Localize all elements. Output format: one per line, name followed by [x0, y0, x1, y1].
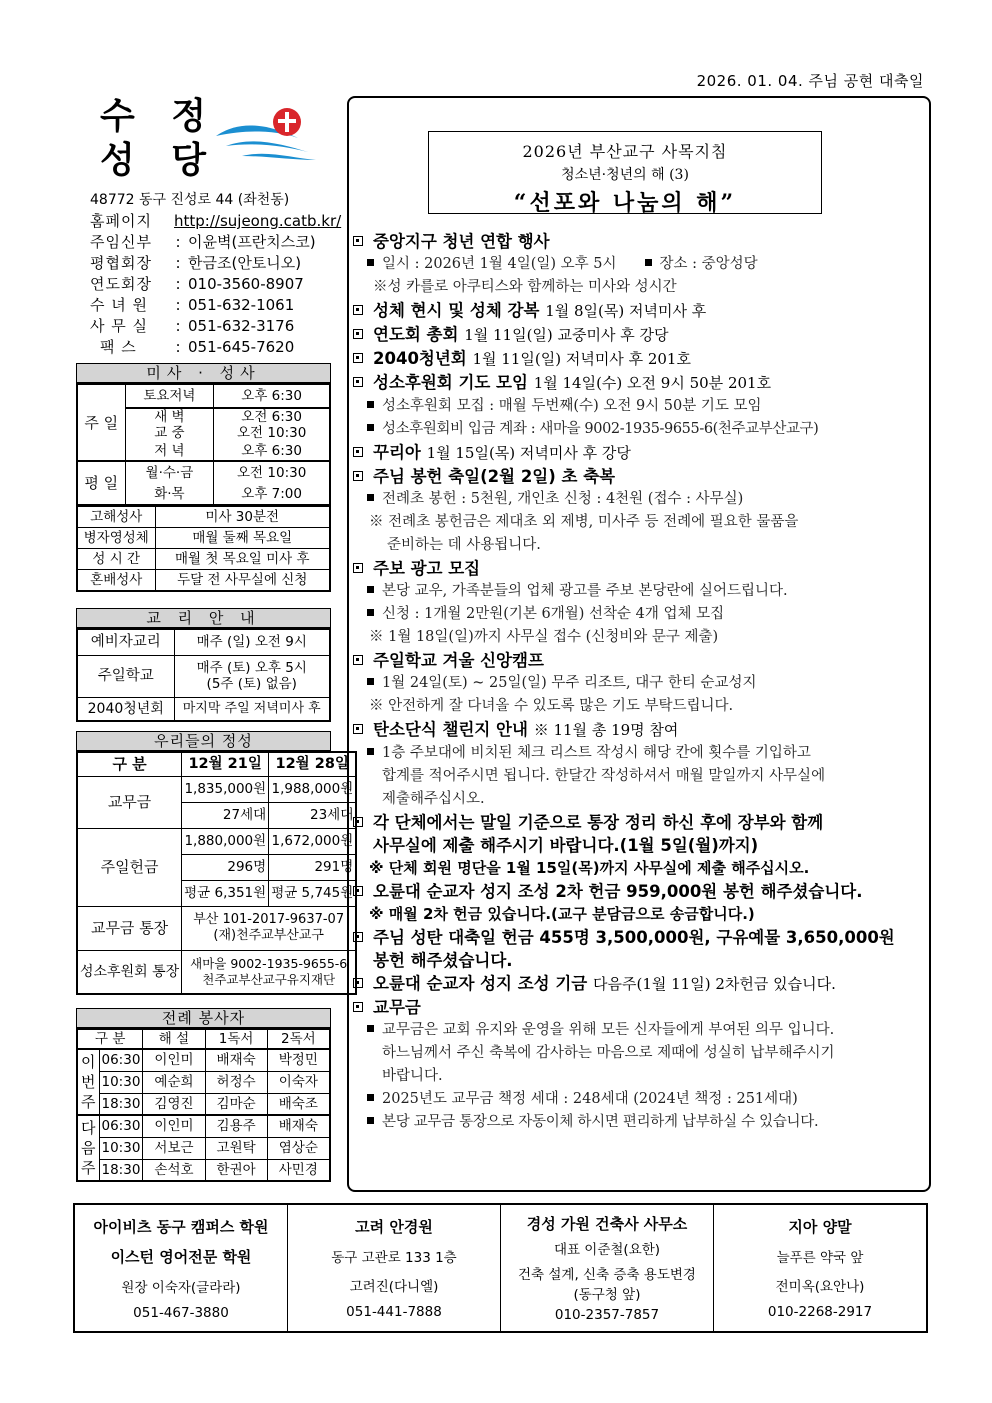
news-note: ※성 카를로 아쿠티스와 함께하는 미사와 성시간 — [373, 279, 677, 295]
offering-table — [76, 751, 357, 995]
server-name: 이인미 — [143, 1049, 205, 1071]
info-key: 팩 스 — [100, 338, 137, 356]
offering-col-header: 구 분 — [77, 752, 182, 776]
news-heading-cont: 사무실에 제출 해주시기 바랍니다.(1월 5일(월)까지) — [373, 836, 759, 855]
server-time: 06:30 — [99, 1049, 143, 1071]
square-bullet-icon — [353, 817, 363, 827]
offering-row-label: 교무금 — [77, 776, 182, 828]
sunday-label: 주 일 — [77, 384, 125, 461]
info-key: 연도회장 — [90, 275, 152, 293]
info-key: 평협회장 — [90, 254, 152, 272]
offering-cell: 291명 — [269, 854, 357, 880]
catechism-section — [76, 608, 331, 722]
square-bullet-icon — [353, 447, 363, 457]
mass-section — [76, 363, 331, 592]
sacrament-value: 매월 둘째 목요일 — [155, 528, 330, 549]
offering-cell: 27세대 — [182, 802, 269, 828]
server-time: 10:30 — [99, 1071, 143, 1093]
info-value: 051-632-3176 — [188, 317, 295, 335]
ad-contact-name: 원장 이숙자(글라라) — [121, 1279, 241, 1296]
server-name: 예순희 — [143, 1071, 205, 1093]
ad-title: 아이비츠 동구 캠퍼스 학원 — [93, 1217, 269, 1236]
news-bullet: 2025년도 교무금 책정 세대 : 248세대 (2024년 책정 : 251세대) — [353, 1088, 925, 1111]
ad-phone: 051-441-7888 — [346, 1304, 442, 1321]
square-bullet-icon — [353, 236, 363, 246]
server-time: 18:30 — [99, 1159, 143, 1181]
square-bullet-icon — [353, 353, 363, 363]
news-bullet: 성소후원회 모집 : 매월 두번째(수) 오전 9시 50분 기도 모임 — [353, 395, 925, 418]
news-heading: 2040청년회 1월 11일(일) 저녁미사 후 201호 — [353, 347, 925, 371]
ad-address: 늘푸른 약국 앞 — [776, 1249, 864, 1266]
square-bullet-icon — [353, 978, 363, 988]
offering-row-label: 주일헌금 — [77, 828, 182, 906]
catechism-name: 2040청년회 — [77, 697, 174, 721]
server-name: 배재숙 — [205, 1049, 267, 1071]
bulletin-date: 2026. 01. 04. 주님 공현 대축일 — [696, 72, 924, 90]
catechism-name: 예비자교리 — [77, 629, 174, 655]
catechism-value: 마지막 주일 저녁미사 후 — [174, 697, 330, 721]
mass-name: 화·목 — [125, 483, 214, 505]
news-heading: 주님 성탄 대축일 헌금 455명 3,500,000원, 구유예물 3,650,000원 — [353, 926, 925, 949]
servers-title: 전례 봉사자 — [76, 1008, 331, 1028]
ad-title: 경성 가원 건축사 사무소 — [526, 1215, 688, 1234]
mass-time: 오후 7:00 — [214, 483, 330, 505]
pastoral-motto — [428, 131, 822, 214]
offering-cell: 1,988,000원 — [269, 776, 357, 802]
server-name: 박정민 — [267, 1049, 330, 1071]
this-week-label: 이번주 — [77, 1049, 99, 1115]
news-heading: 주보 광고 모집 — [353, 557, 925, 580]
ad-box — [501, 1205, 714, 1331]
sacrament-name: 성 시 간 — [77, 549, 155, 570]
news-bullet: 본당 교무금 통장으로 자동이체 하시면 편리하게 납부하실 수 있습니다. — [353, 1111, 925, 1134]
ad-address: 동구 고관로 133 1층 — [331, 1249, 457, 1266]
account-number: 새마을 9002-1935-9655-6 — [190, 955, 348, 971]
next-week-label: 다음주 — [77, 1115, 99, 1181]
ad-title: 지아 양말 — [788, 1217, 852, 1236]
catechism-note: (5주 (토) 없음) — [206, 676, 297, 692]
offering-col-header: 12월 28일 — [269, 752, 357, 776]
square-bullet-icon — [353, 932, 363, 942]
mass-time: 오후 6:30 — [214, 441, 330, 461]
news-heading: 연도회 총회 1월 11일(일) 교중미사 후 강당 — [353, 323, 925, 347]
offering-cell: 평균 6,351원 — [182, 880, 269, 906]
news-bullet: 일시 : 2026년 1월 4일(일) 오후 5시 장소 : 중앙성당 — [353, 253, 925, 276]
square-bullet-icon — [353, 377, 363, 387]
church-info: 48772 동구 진성로 44 (좌천동) 홈페이지 http://sujeong.catb.kr/ 주임신부 : 이윤벽(프란치스코) 평협회장 : 한금조(안토니오) 연도회장 : 010-3560-8907 수 녀 원 : 051-632-1061 사 무 실 : 051-632-3176 팩 스 : 051-645-7620 — [90, 192, 342, 356]
news-note: ※ 전례초 봉헌금은 제대초 외 제병, 미사주 등 전례에 필요한 물품을 — [369, 514, 799, 530]
server-name: 배재숙 — [267, 1115, 330, 1137]
catechism-title: 교 리 안 내 — [76, 608, 331, 628]
info-value: 051-645-7620 — [188, 338, 295, 356]
ad-title: 고려 안경원 — [355, 1217, 433, 1236]
sacrament-value: 매월 첫 목요일 미사 후 — [155, 549, 330, 570]
offering-cell: 296명 — [182, 854, 269, 880]
server-name: 배숙조 — [267, 1093, 330, 1115]
server-name: 김영진 — [143, 1093, 205, 1115]
ad-contact-name: 대표 이준철(요한) — [553, 1242, 661, 1259]
title-line1: 수 정 — [100, 96, 219, 137]
sacrament-value: 두달 전 사무실에 신청 — [155, 570, 330, 591]
offering-section — [76, 731, 354, 995]
bullet-icon — [367, 678, 374, 685]
news-heading: 각 단체에서는 말일 기준으로 통장 정리 하신 후에 장부와 함께 — [353, 811, 925, 834]
offering-cell: 1,835,000원 — [182, 776, 269, 802]
news-bullet: 교무금은 교회 유지와 운영을 위해 모든 신자들에게 부여된 의무 입니다. — [353, 1019, 925, 1042]
offering-cell: 1,880,000원 — [182, 828, 269, 854]
news-list — [353, 230, 925, 1134]
mass-name: 새 벽 — [125, 408, 214, 425]
sacrament-value: 미사 30분전 — [155, 507, 330, 528]
account-label: 교무금 통장 — [77, 906, 182, 950]
server-name: 서보근 — [143, 1137, 205, 1159]
address: 48772 동구 진성로 44 (좌천동) — [90, 192, 290, 208]
sacrament-name: 병자영성체 — [77, 528, 155, 549]
server-name: 김마순 — [205, 1093, 267, 1115]
news-text: 제출해주십시오. — [382, 791, 485, 807]
church-logo-icon — [212, 98, 330, 168]
server-name: 한권아 — [205, 1159, 267, 1181]
offering-cell: 23세대 — [269, 802, 357, 828]
info-value: 한금조(안토니오) — [188, 254, 302, 272]
account-label: 성소후원회 통장 — [77, 950, 182, 994]
news-note: ※ 1월 18일(일)까지 사무실 접수 (신청비와 문구 제출) — [369, 629, 719, 645]
weekday-label: 평 일 — [77, 461, 125, 505]
bullet-icon — [367, 259, 374, 266]
square-bullet-icon — [353, 1002, 363, 1012]
bullet-icon — [367, 494, 374, 501]
server-name: 고원탁 — [205, 1137, 267, 1159]
square-bullet-icon — [353, 886, 363, 896]
church-title — [100, 95, 218, 183]
ad-phone: 010-2268-2917 — [767, 1304, 873, 1321]
server-name: 사민경 — [267, 1159, 330, 1181]
bullet-icon — [645, 259, 652, 266]
catechism-value: 매주 (토) 오후 5시 — [196, 660, 307, 676]
ad-box — [75, 1205, 288, 1331]
account-number: 부산 101-2017-9637-07 — [193, 912, 345, 927]
ads-footer — [73, 1203, 928, 1333]
catechism-value: 매주 (일) 오전 9시 — [174, 629, 330, 655]
mass-time: 오전 10:30 — [214, 425, 330, 441]
mass-name: 교 중 — [125, 425, 214, 441]
ad-contact-name: 전미옥(요안나) — [775, 1279, 865, 1296]
news-bullet: 본당 교우, 가족분들의 업체 광고를 주보 본당란에 실어드립니다. — [353, 580, 925, 603]
news-heading: 중앙지구 청년 연합 행사 — [353, 230, 925, 253]
news-note: 준비하는 데 사용됩니다. — [387, 537, 541, 553]
news-bullet: 1월 24일(토) ~ 25일(일) 무주 리조트, 대구 한티 순교성지 — [353, 672, 925, 695]
mass-name: 월·수·금 — [125, 461, 214, 483]
sacrament-name: 고해성사 — [77, 507, 155, 528]
bullet-icon — [367, 424, 374, 431]
info-value: 010-3560-8907 — [188, 275, 304, 293]
mass-title: 미사 · 성사 — [76, 363, 331, 383]
news-note: ※ 안전하게 잘 다녀올 수 있도록 많은 기도 부탁드립니다. — [369, 698, 734, 714]
news-heading: 성소후원회 기도 모임 1월 14일(수) 오전 9시 50분 201호 — [353, 371, 925, 395]
news-note: ※ 단체 회원 명단을 1월 15일(목)까지 사무실에 제출 해주십시오. — [369, 859, 810, 877]
news-note: ※ 매월 2차 헌금 있습니다.(교구 분담금으로 송금합니다.) — [369, 905, 755, 923]
mass-name: 저 녁 — [125, 441, 214, 461]
square-bullet-icon — [353, 329, 363, 339]
ad-service: 건축 설계, 신축 증축 용도변경 — [518, 1266, 696, 1283]
server-name: 허정수 — [205, 1071, 267, 1093]
square-bullet-icon — [353, 724, 363, 734]
sacrament-table — [76, 506, 331, 592]
ad-box — [714, 1205, 926, 1331]
server-name: 이숙자 — [267, 1071, 330, 1093]
account-owner: (재)천주교부산교구 — [213, 928, 324, 943]
offering-cell: 1,672,000원 — [269, 828, 357, 854]
servers-section — [76, 1008, 331, 1182]
catechism-name: 주일학교 — [77, 655, 174, 697]
servers-col-header: 2독서 — [267, 1029, 330, 1049]
ad-contact-name: 고려진(다니엘) — [349, 1279, 439, 1296]
motto-line3: “선포와 나눔의 해” — [513, 190, 737, 216]
server-name: 손석호 — [143, 1159, 205, 1181]
news-heading: 성체 현시 및 성체 강복 1월 8일(목) 저녁미사 후 — [353, 299, 925, 323]
catechism-table — [76, 628, 331, 722]
mass-time: 오전 10:30 — [214, 461, 330, 483]
info-value: 이윤벽(프란치스코) — [188, 233, 316, 251]
offering-title: 우리들의 정성 — [76, 731, 331, 751]
mass-table — [76, 383, 331, 506]
square-bullet-icon — [353, 305, 363, 315]
server-name: 염상순 — [267, 1137, 330, 1159]
ad-address: (동구청 앞) — [573, 1286, 641, 1303]
account-owner: 천주교부산교구유지재단 — [202, 971, 336, 987]
news-bullet: 성소후원회비 입금 계좌 : 새마을 9002-1935-9655-6(천주교부산교구) — [353, 418, 925, 441]
motto-line1: 2026년 부산교구 사목지침 — [522, 142, 728, 161]
title-line2: 성 당 — [100, 140, 219, 181]
servers-col-header: 해 설 — [143, 1029, 205, 1049]
info-key: 홈페이지 — [90, 212, 152, 230]
news-bullet: 전례초 봉헌 : 5천원, 개인초 신청 : 4천원 (접수 : 사무실) — [353, 488, 925, 511]
news-text: 합계를 적어주시면 됩니다. 한달간 작성하셔서 매월 말일까지 사무실에 — [382, 768, 826, 784]
ad-title: 이스턴 영어전문 학원 — [110, 1247, 252, 1266]
news-heading: 꾸리아 1월 15일(목) 저녁미사 후 강당 — [353, 441, 925, 465]
server-time: 10:30 — [99, 1137, 143, 1159]
mass-time: 오후 6:30 — [214, 384, 330, 408]
offering-cell: 평균 5,745원 — [269, 880, 357, 906]
homepage-link[interactable]: http://sujeong.catb.kr/ — [174, 212, 342, 230]
motto-line2: 청소년·청년의 해 (3) — [561, 167, 689, 183]
servers-table — [76, 1028, 331, 1182]
bullet-icon — [367, 1094, 374, 1101]
square-bullet-icon — [353, 655, 363, 665]
bullet-icon — [367, 1025, 374, 1032]
bullet-icon — [367, 1117, 374, 1124]
ad-box — [288, 1205, 501, 1331]
bullet-icon — [367, 609, 374, 616]
servers-col-header: 구 분 — [77, 1029, 143, 1049]
server-name: 김용주 — [205, 1115, 267, 1137]
mass-time: 오전 6:30 — [214, 408, 330, 425]
info-key: 주임신부 — [90, 233, 152, 251]
server-time: 18:30 — [99, 1093, 143, 1115]
info-key: 수 녀 원 — [90, 296, 149, 314]
ad-phone: 051-467-3880 — [133, 1304, 229, 1321]
offering-col-header: 12월 21일 — [182, 752, 269, 776]
square-bullet-icon — [353, 563, 363, 573]
square-bullet-icon — [353, 471, 363, 481]
mass-name: 토요저녁 — [125, 384, 214, 408]
news-bullet: 신청 : 1개월 2만원(기본 6개월) 선착순 4개 업체 모집 — [353, 603, 925, 626]
news-heading: 주일학교 겨울 신앙캠프 — [353, 649, 925, 672]
server-time: 06:30 — [99, 1115, 143, 1137]
server-name: 이인미 — [143, 1115, 205, 1137]
news-text: 바랍니다. — [382, 1068, 443, 1084]
info-key: 사 무 실 — [90, 317, 149, 335]
news-bullet: 1층 주보대에 비치된 체크 리스트 작성시 해당 칸에 횟수를 기입하고 — [353, 742, 925, 765]
ad-phone: 010-2357-7857 — [554, 1306, 660, 1323]
sacrament-name: 혼배성사 — [77, 570, 155, 591]
news-heading: 교무금 — [353, 996, 925, 1019]
servers-col-header: 1독서 — [205, 1029, 267, 1049]
info-value: 051-632-1061 — [188, 296, 295, 314]
news-heading: 오륜대 순교자 성지 조성 기금 다음주(1월 11일) 2차헌금 있습니다. — [353, 972, 925, 996]
bullet-icon — [367, 748, 374, 755]
news-text: 하느님께서 주신 축복에 감사하는 마음으로 제때에 성실히 납부해주시기 — [382, 1045, 835, 1061]
news-heading: 주님 봉헌 축일(2월 2일) 초 축복 — [353, 465, 925, 488]
bullet-icon — [367, 401, 374, 408]
bullet-icon — [367, 586, 374, 593]
news-heading: 오륜대 순교자 성지 조성 2차 헌금 959,000원 봉헌 해주셨습니다. — [353, 880, 925, 903]
news-heading-cont: 봉헌 해주셨습니다. — [373, 951, 513, 970]
news-heading: 탄소단식 챌린지 안내 ※ 11월 총 19명 참여 — [353, 718, 925, 742]
